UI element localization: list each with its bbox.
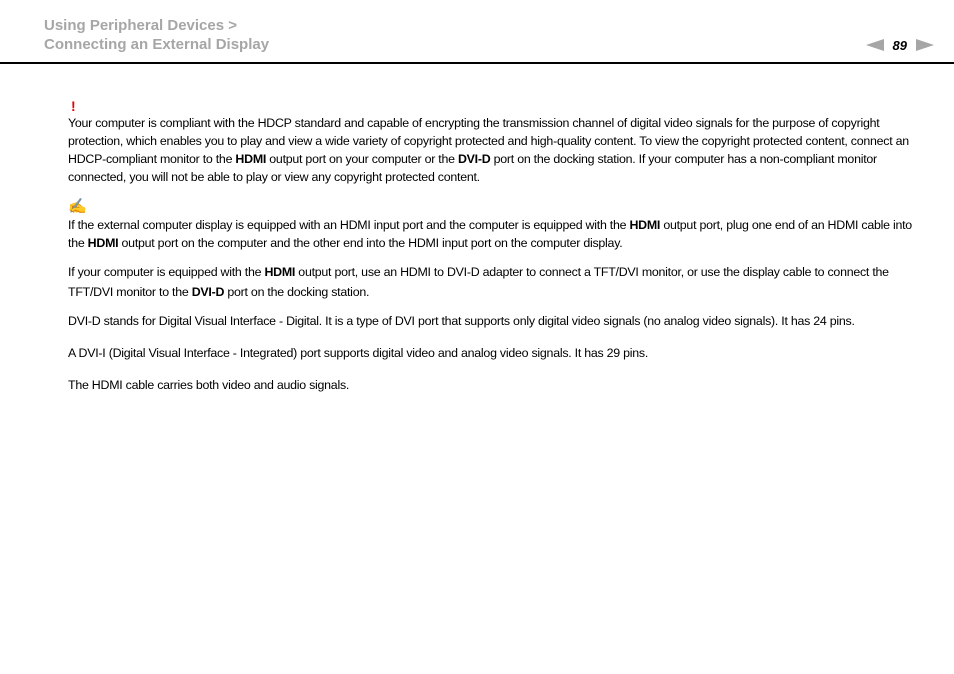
adapter-text: output port, use an HDMI to DVI-D adapter to connect a TFT/DVI monitor, or use the display cable to connect the TFT/DVI monitor to the	[68, 265, 889, 299]
note-text: output port on the computer and the other end into the HDMI input port on the computer display.	[118, 236, 623, 250]
hdmi-term: HDMI	[87, 236, 119, 250]
hdmi-term: HDMI	[235, 152, 267, 166]
warning-icon: !	[71, 98, 76, 114]
warning-text: port on the docking station. If your computer has a non-compliant monitor connected, you will not be able to play or view any copyright protected content.	[68, 152, 877, 184]
note-text: If the external computer display is equipped with an HDMI input port and the computer is equipped with the	[68, 218, 630, 232]
next-page-arrow-icon[interactable]	[916, 39, 934, 51]
page-number: 89	[892, 37, 907, 53]
page-content	[68, 98, 920, 394]
dvi-i-paragraph: A DVI-I (Digital Visual Interface - Integrated) port supports digital video and analog video signals. It has 29 pins.	[68, 346, 649, 360]
warning-text: output port on your computer or the	[266, 152, 458, 166]
note-paragraph	[68, 216, 920, 252]
adapter-paragraph	[68, 262, 920, 302]
adapter-text: port on the docking station.	[224, 285, 370, 299]
dvi-d-term: DVI-D	[457, 152, 491, 166]
breadcrumb-section[interactable]: Using Peripheral Devices >	[44, 17, 238, 34]
breadcrumb-topic[interactable]: Connecting an External Display	[44, 36, 270, 53]
dvi-d-term: DVI-D	[191, 285, 225, 299]
note-pencil-icon: ✍	[68, 198, 87, 215]
page-navigation	[866, 36, 934, 54]
note-text: output port, plug one end of an HDMI cable into the	[68, 218, 912, 250]
breadcrumb	[44, 16, 269, 54]
previous-page-arrow-icon[interactable]	[866, 39, 884, 51]
adapter-text: If your computer is equipped with the	[68, 265, 265, 279]
warning-text: Your computer is compliant with the HDCP standard and capable of encrypting the transmission channel of digital video signals for the purpose of copyright protection, which enables you to play and view a wide variety of copyright protected and high-quality content. To view the copyright protected content, connect an HDCP-compliant monitor to the	[68, 116, 909, 166]
hdmi-term: HDMI	[264, 265, 296, 279]
warning-paragraph	[68, 114, 920, 186]
hdmi-term: HDMI	[629, 218, 661, 232]
hdmi-cable-paragraph: The HDMI cable carries both video and audio signals.	[68, 378, 350, 392]
page-header	[0, 0, 954, 64]
dvi-d-paragraph: DVI-D stands for Digital Visual Interface - Digital. It is a type of DVI port that supports only digital video signals (no analog video signals). It has 24 pins.	[68, 314, 855, 328]
